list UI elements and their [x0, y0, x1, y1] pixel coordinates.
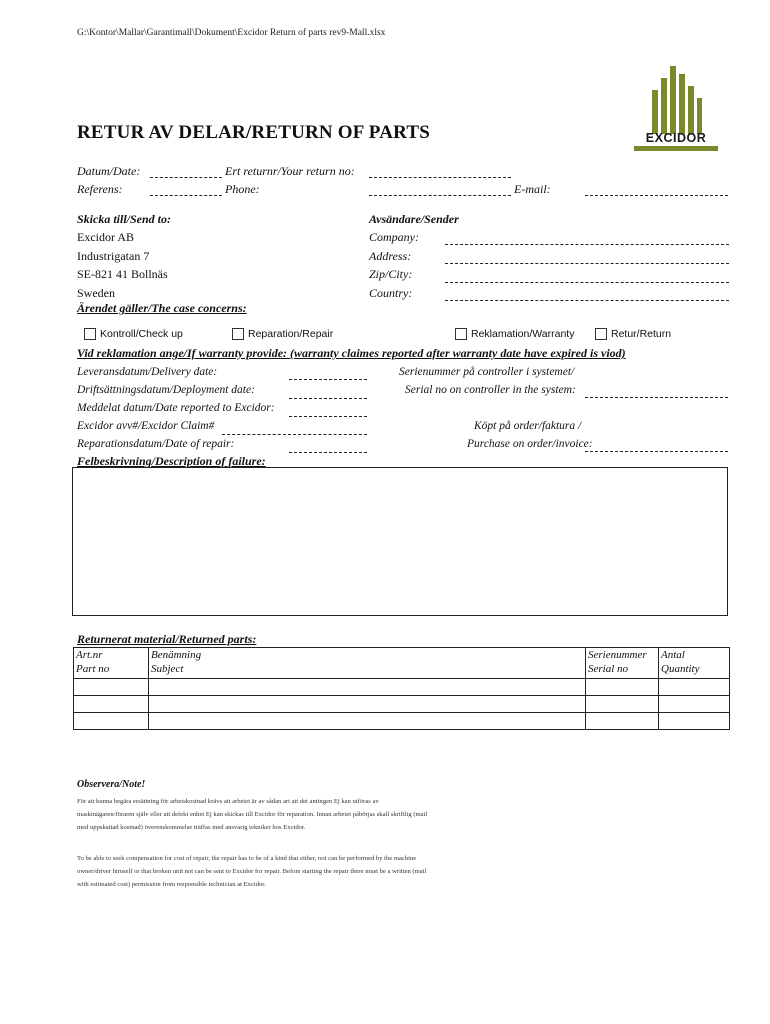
column-header-subject	[149, 648, 586, 679]
your-return-field[interactable]	[369, 177, 511, 178]
repair-checkbox[interactable]	[232, 328, 244, 340]
date-label: Datum/Date:	[77, 164, 141, 178]
email-label: E-mail:	[514, 182, 551, 196]
table-cell[interactable]	[659, 679, 730, 696]
reported-date-field[interactable]	[289, 416, 367, 417]
table-cell[interactable]	[74, 696, 149, 713]
table-cell[interactable]	[659, 696, 730, 713]
note-heading: Observera/Note!	[77, 779, 146, 790]
column-header-sv: Benämning	[151, 649, 202, 661]
returned-parts-table	[73, 647, 730, 730]
logo-wordmark: EXCIDOR	[645, 131, 707, 145]
column-header-serial-no	[586, 648, 659, 679]
warranty-label: Reklamation/Warranty	[471, 328, 575, 340]
table-cell[interactable]	[74, 713, 149, 730]
delivery-date-field[interactable]	[289, 379, 367, 380]
column-header-part-no	[74, 648, 149, 679]
column-header-en: Serial no	[588, 663, 629, 675]
reference-label: Referens:	[77, 182, 123, 196]
excidor-logo	[630, 64, 722, 152]
repair-date-field[interactable]	[289, 452, 367, 453]
sender-heading: Avsändare/Sender	[369, 212, 459, 226]
phone-label: Phone:	[225, 182, 260, 196]
table-header-row	[74, 648, 730, 679]
column-header-sv: Art.nr	[76, 649, 103, 661]
table-cell[interactable]	[149, 713, 586, 730]
date-field[interactable]	[150, 177, 222, 178]
claim-label: Excidor avv#/Excidor Claim#	[77, 420, 215, 432]
column-header-sv: Antal	[661, 649, 685, 661]
address-field[interactable]	[445, 263, 729, 264]
send-to-line: SE-821 41 Bollnäs	[77, 267, 168, 281]
table-cell[interactable]	[659, 713, 730, 730]
case-heading: Ärendet gäller/The case concerns:	[77, 301, 247, 315]
table-cell[interactable]	[149, 679, 586, 696]
returned-heading: Returnerat material/Returned parts:	[77, 632, 257, 646]
country-label: Country:	[369, 286, 413, 300]
serial-sv-label: Serienummer på controller i systemet/	[399, 366, 575, 378]
table-cell[interactable]	[149, 696, 586, 713]
repair-label: Reparation/Repair	[248, 328, 334, 340]
table-row	[74, 679, 730, 696]
send-to-heading: Skicka till/Send to:	[77, 212, 172, 226]
repair-date-label: Reparationsdatum/Date of repair:	[77, 438, 235, 450]
address-label: Address:	[369, 249, 412, 263]
company-field[interactable]	[445, 244, 729, 245]
company-label: Company:	[369, 230, 419, 244]
warranty-heading: Vid reklamation ange/If warranty provide: (warranty claimes reported after warranty date have expired is viod)	[77, 346, 626, 360]
failure-heading: Felbeskrivning/Description of failure:	[77, 454, 266, 468]
table-cell[interactable]	[74, 679, 149, 696]
your-return-label: Ert returnr/Your return no:	[225, 164, 355, 178]
delivery-date-label: Leveransdatum/Delivery date:	[77, 366, 218, 378]
reported-date-label: Meddelat datum/Date reported to Excidor:	[77, 402, 275, 414]
send-to-line: Sweden	[77, 286, 115, 300]
table-cell[interactable]	[586, 679, 659, 696]
note-text-en: To be able to seek compensation for cost of repair, the repair has to be of a kind that either, not can be performed by the machine owner/driver himself or that broken unit not can be sent to Excidor for repair. Before starting the repair there must be a written (mail with estimated cost) permission from responsible technician at Excidor.	[77, 855, 427, 888]
deployment-date-field[interactable]	[289, 398, 367, 399]
checkup-label: Kontroll/Check up	[100, 328, 183, 340]
phone-field[interactable]	[369, 195, 511, 196]
reference-field[interactable]	[150, 195, 222, 196]
column-header-sv: Serienummer	[588, 649, 647, 661]
page-title: RETUR AV DELAR/RETURN OF PARTS	[77, 122, 431, 143]
table-cell[interactable]	[586, 713, 659, 730]
column-header-en: Quantity	[661, 663, 700, 675]
table-row	[74, 713, 730, 730]
table-row	[74, 696, 730, 713]
country-field[interactable]	[445, 300, 729, 301]
serial-en-label: Serial no on controller in the system:	[405, 384, 576, 396]
claim-field[interactable]	[222, 434, 367, 435]
serial-field[interactable]	[585, 397, 728, 398]
zip-city-label: Zip/City:	[369, 267, 413, 281]
file-path: G:\Kontor\Mallar\Garantimall\Dokument\Excidor Return of parts rev9-Mall.xlsx	[77, 28, 386, 38]
column-header-quantity	[659, 648, 730, 679]
column-header-en: Subject	[151, 663, 184, 675]
return-label: Retur/Return	[611, 328, 672, 340]
send-to-line: Industrigatan 7	[77, 249, 150, 263]
column-header-en: Part no	[76, 663, 110, 675]
purchase-sv-label: Köpt på order/faktura /	[474, 420, 582, 432]
failure-description-box[interactable]	[72, 467, 728, 616]
zip-city-field[interactable]	[445, 282, 729, 283]
purchase-en-label: Purchase on order/invoice:	[467, 438, 593, 450]
checkup-checkbox[interactable]	[84, 328, 96, 340]
table-cell[interactable]	[586, 696, 659, 713]
warranty-checkbox[interactable]	[455, 328, 467, 340]
purchase-field[interactable]	[585, 451, 728, 452]
deployment-date-label: Driftsättningsdatum/Deployment date:	[77, 384, 255, 396]
return-checkbox[interactable]	[595, 328, 607, 340]
note-text-sv: För att kunna begära ersättning för arbetskostnad krävs att arbetet är av sådan art att det antingen Ej kan utföras av maskinägaren/föraren själv eller att defekt enhet Ej kan skickas till Excidor för reparation. Innan arbetet påbörjas skall skriftlig (mail med uppskattad kostnad) överenskommelse träffas med ansvarig tekniker hos Excidor.	[77, 798, 428, 831]
send-to-line: Excidor AB	[77, 230, 134, 244]
email-field[interactable]	[585, 195, 728, 196]
